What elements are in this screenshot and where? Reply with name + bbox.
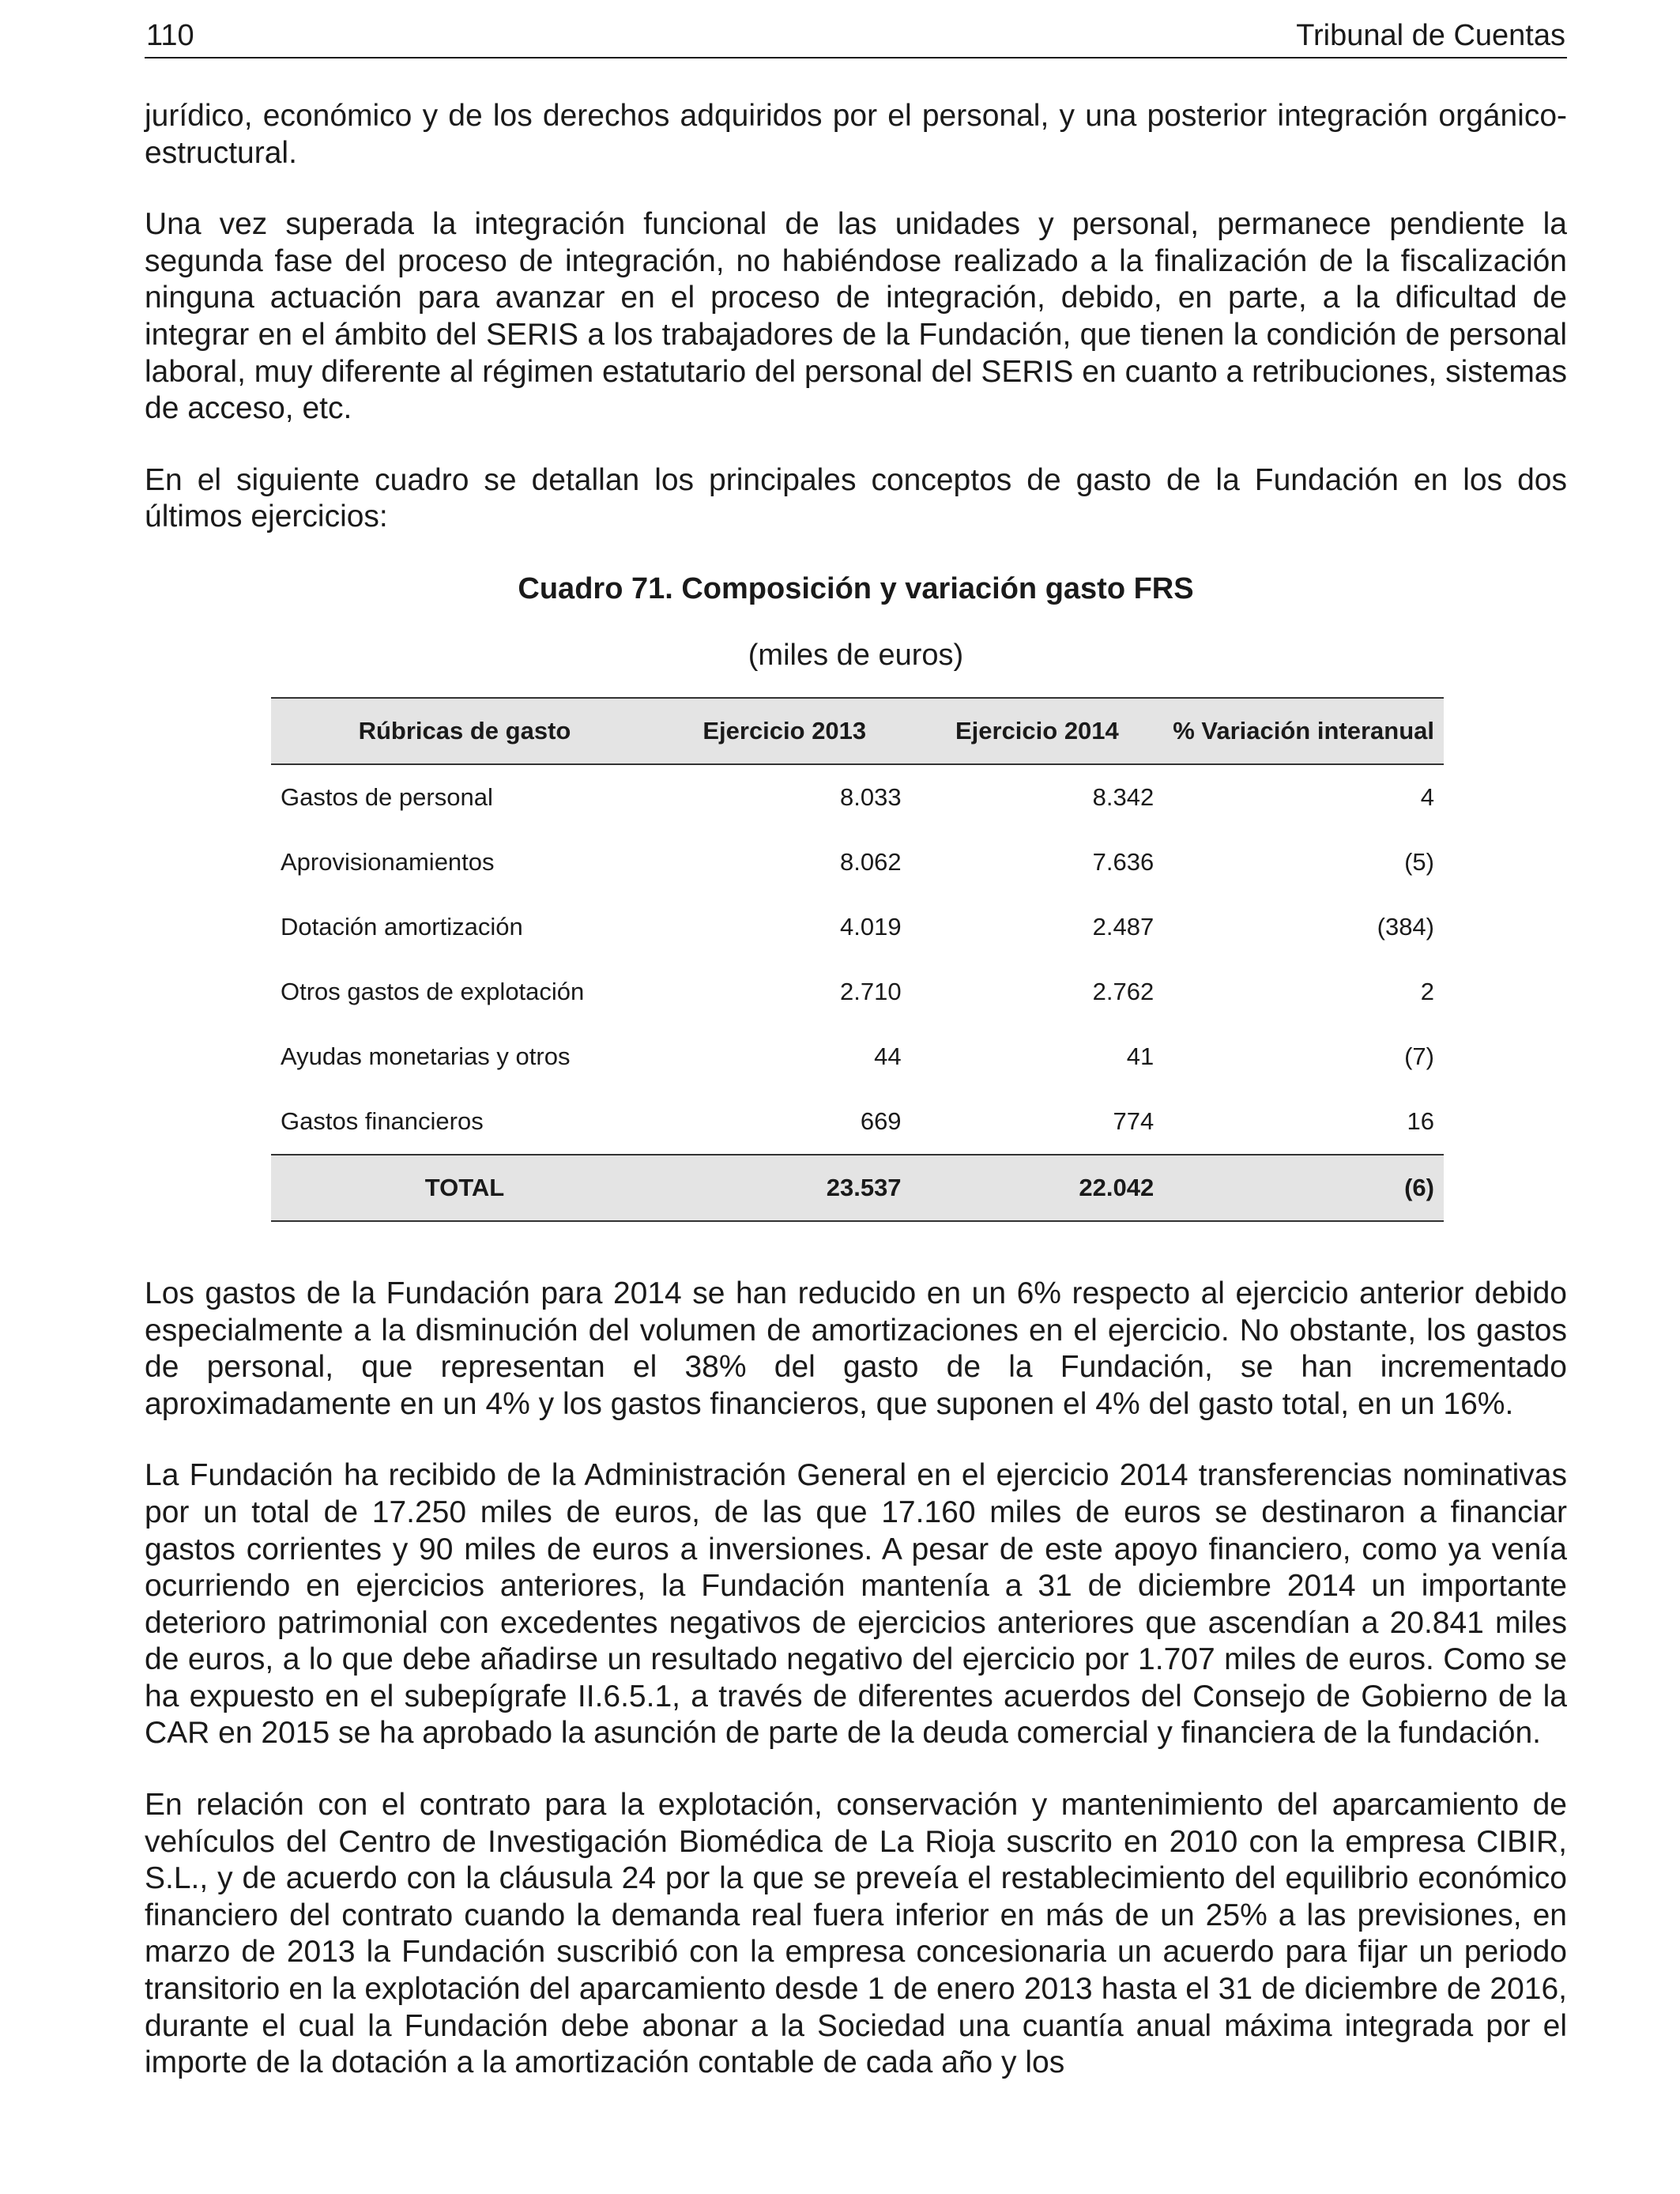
row-value-2013: 44 xyxy=(874,1042,902,1070)
document-page xyxy=(145,0,1567,2194)
row-variation: 16 xyxy=(1407,1106,1434,1135)
total-variation: (6) xyxy=(1163,1155,1444,1221)
row-label: Gastos de personal xyxy=(281,782,493,811)
row-value-2014: 2.487 xyxy=(1092,912,1155,941)
table-row xyxy=(271,895,1444,959)
paragraph-table-intro: En el siguiente cuadro se detallan los principales conceptos de gasto de la Fundación en los dos últimos ejercicios: xyxy=(145,462,1567,534)
paragraph-integration-continued: jurídico, económico y de los derechos adquiridos por el personal, y una posterior integración orgánico-estructural. xyxy=(145,99,1567,170)
row-value-2014: 41 xyxy=(1126,1042,1155,1070)
table-row xyxy=(271,1024,1444,1089)
row-variation: 2 xyxy=(1420,977,1434,1005)
table-row xyxy=(271,1089,1444,1155)
total-value-2014: 22.042 xyxy=(911,1155,1164,1221)
running-header xyxy=(145,16,1567,58)
table-row xyxy=(271,764,1444,830)
header-year-2014: Ejercicio 2014 xyxy=(911,698,1164,764)
row-value-2013: 4.019 xyxy=(839,912,902,941)
row-variation: (384) xyxy=(1377,912,1434,941)
header-variation: % Variación interanual xyxy=(1163,698,1444,764)
paragraph-transfers: La Fundación ha recibido de la Administración General en el ejercicio 2014 transferencias nominativas por un total de 17.250 miles de euros, de las que 17.160 miles de euros se destinaron a financiar gastos corrientes y 90 miles de euros a inversiones. A pesar de este apoyo financiero, como ya venía ocurriendo en ejercicios anteriores, la Fundación mantenía a 31 de diciembre 2014 un importante deterioro patrimonial con excedentes negativos de ejercicios anteriores que ascendían a 20.841 miles de euros, a lo que debe añadirse un resultado negativo del ejercicio por 1.707 miles de euros. Como se ha expuesto en el subepígrafe II.6.5.1, a través de diferentes acuerdos del Consejo de Gobierno de la CAR en 2015 se ha aprobado la asunción de parte de la deuda comercial y financiera de la fundación. xyxy=(145,1458,1567,1751)
table-block xyxy=(145,571,1567,1222)
paragraph-expense-analysis: Los gastos de la Fundación para 2014 se han reducido en un 6% respecto al ejercicio anterior debido especialmente a la disminución del volumen de amortizaciones en el ejercicio. No obstante, los gastos de personal, que representan el 38% del gasto de la Fundación, se han incrementado aproximadamente en un 4% y los gastos financieros, que suponen el 4% del gasto total, en un 16%. xyxy=(145,1276,1567,1421)
page-number: 110 xyxy=(146,19,194,52)
header-rubric: Rúbricas de gasto xyxy=(271,698,658,764)
paragraph-parking-contract: En relación con el contrato para la explotación, conservación y mantenimiento del aparcamiento de vehículos del Centro de Investigación Biomédica de La Rioja suscrito en 2010 con la empresa CIBIR, S.L., y de acuerdo con la cláusula 24 por la que se preveía el restablecimiento del equilibrio económico financiero del contrato cuando la demanda real fuera inferior en más de un 25% a las previsiones, en marzo de 2013 la Fundación suscribió con la empresa concesionaria un acuerdo para fijar un periodo transitorio en la explotación del aparcamiento desde 1 de enero 2013 hasta el 31 de diciembre de 2016, durante el cual la Fundación debe abonar a la Sociedad una cuantía anual máxima integrada por el importe de la dotación a la amortización contable de cada año y los xyxy=(145,1788,1567,2080)
paragraph-integration-pending: Una vez superada la integración funcional de las unidades y personal, permanece pendiente la segunda fase del proceso de integración, no habiéndose realizado a la finalización de la fiscalización ninguna actuación para avanzar en el proceso de integración, debido, en parte, a la dificultad de integrar en el ámbito del SERIS a los trabajadores de la Fundación, que tienen la condición de personal laboral, muy diferente al régimen estatutario del personal del SERIS en cuanto a retribuciones, sistemas de acceso, etc. xyxy=(145,207,1567,426)
publisher-name: Tribunal de Cuentas xyxy=(1296,19,1565,52)
table-total-row xyxy=(271,1155,1444,1221)
row-value-2014: 2.762 xyxy=(1092,977,1155,1005)
row-value-2013: 669 xyxy=(860,1106,902,1135)
expense-table xyxy=(271,697,1444,1222)
row-variation: 4 xyxy=(1420,782,1434,811)
row-value-2014: 7.636 xyxy=(1092,847,1155,876)
body-text xyxy=(145,98,1567,2117)
row-variation: (7) xyxy=(1404,1042,1434,1070)
row-value-2013: 2.710 xyxy=(839,977,902,1005)
row-label: Gastos financieros xyxy=(281,1106,484,1135)
table-row xyxy=(271,830,1444,895)
row-value-2013: 8.033 xyxy=(839,782,902,811)
row-value-2014: 774 xyxy=(1113,1106,1155,1135)
total-value-2013: 23.537 xyxy=(658,1155,911,1221)
header-year-2013: Ejercicio 2013 xyxy=(658,698,911,764)
table-title: Cuadro 71. Composición y variación gasto FRS xyxy=(518,571,1194,605)
row-variation: (5) xyxy=(1404,847,1434,876)
row-value-2014: 8.342 xyxy=(1092,782,1155,811)
total-label: TOTAL xyxy=(271,1155,658,1221)
table-row xyxy=(271,959,1444,1024)
table-header-row xyxy=(271,698,1444,764)
row-label: Dotación amortización xyxy=(281,912,523,941)
row-value-2013: 8.062 xyxy=(839,847,902,876)
row-label: Otros gastos de explotación xyxy=(281,977,585,1005)
row-label: Aprovisionamientos xyxy=(281,847,495,876)
table-subtitle: (miles de euros) xyxy=(748,638,964,672)
row-label: Ayudas monetarias y otros xyxy=(281,1042,571,1070)
